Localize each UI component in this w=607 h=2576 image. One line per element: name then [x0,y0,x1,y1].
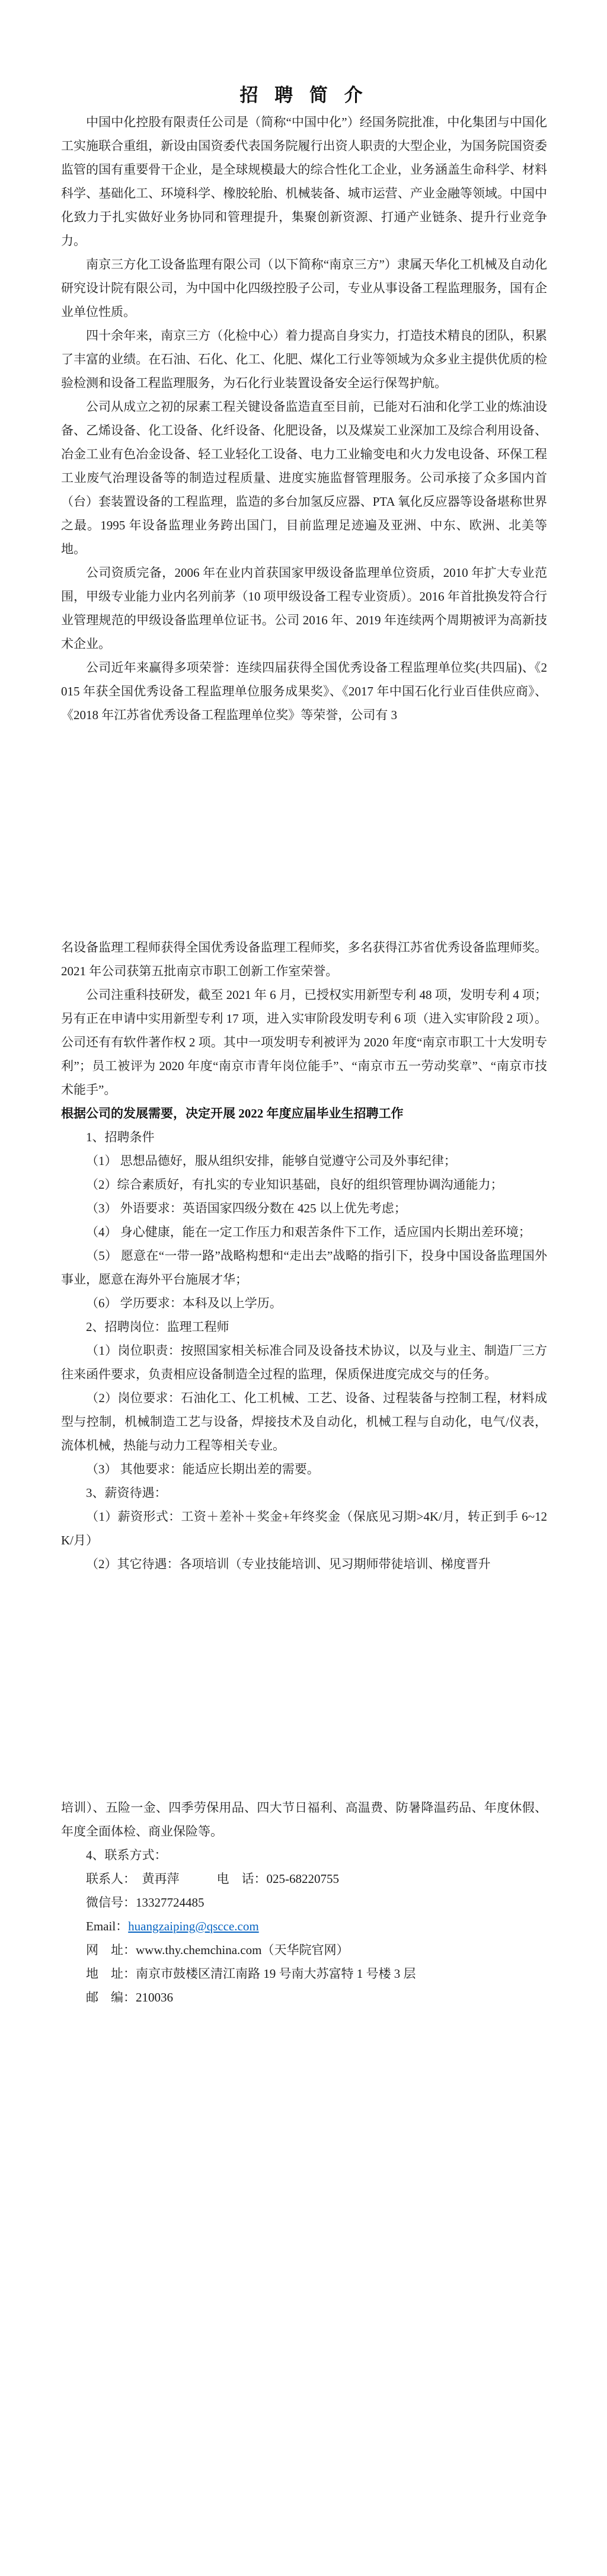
history-paragraph: 四十余年来，南京三方（化检中心）着力提高自身实力，打造技术精良的团队，积累了丰富的业绩。在石油、石化、化工、化肥、煤化工行业等领域为众多业主提供优质的检验检测和设备工程监理服务，为石化行业装置设备安全运行保驾护航。 [61,328,547,390]
conditions-title: 1、招聘条件 [86,1130,155,1144]
position-item-3: （3） 其他要求：能适应长期出差的需要。 [86,1462,320,1476]
condition-item-3: （3） 外语要求：英语国家四级分数在 425 以上优先考虑； [86,1201,407,1215]
condition-item-5: （5） 愿意在“一带一路”战略构想和“走出去”战略的指引下，投身中国设备监理国外事业，愿意在海外平台施展才华； [61,1249,547,1287]
position-item-1: （1）岗位职责：按照国家相关标准合同及设备技术协议，以及与业主、制造厂三方往来函件要求，负责相应设备制造全过程的监理，保质保进度完成交与的任务。 [61,1343,547,1381]
intro-paragraph-sinochem: 中国中化控股有限责任公司是（简称“中国中化”）经国务院批准，中化集团与中国化工实施联合重组，新设由国资委代表国务院履行出资人职责的大型企业，为国务院国资委监管的国有重要骨干企业，是全球规模最大的综合性化工企业，业务涵盖生命科学、材料科学、基础化工、环境科学、橡胶轮胎、机械装备、城市运营、产业金融等领域。中国中化致力于扎实做好业务协同和管理提升，集聚创新资源、打通产业链条、提升行业竞争力。 [61,115,547,248]
rd-patents-paragraph: 公司注重科技研发，截至 2021 年 6 月，已授权实用新型专利 48 项，发明专利 4 项；另有正在申请中实用新型专利 17 项，进入实审阶段发明专利 6 项（进入实审阶段 2 项）。公司还有有软件著作权 2 项。其中一项发明专利被评为 2020 年度“南京市职工十大发明专利”；员工被评为 2020 年度“南京市青年岗位能手”、“南京市五一劳动奖章”、“南京市技术能手”。 [61,988,547,1097]
contact-postcode: 邮 编：210036 [86,1990,173,2004]
page-2 [61,936,547,1576]
position-item-2: （2）岗位要求：石油化工、化工机械、工艺、设备、过程装备与控制工程，材料成型与控制，机械制造工艺与设备，焊接技术及自动化，机械工程与自动化，电气/仪表，流体机械，热能与动力工程等相关专业。 [61,1391,547,1453]
page-3 [61,1796,547,2009]
condition-item-6: （6） 学历要求：本科及以上学历。 [86,1296,282,1310]
condition-item-2: （2）综合素质好，有扎实的专业知识基础，良好的组织管理协调沟通能力； [86,1177,503,1192]
condition-item-4: （4） 身心健康，能在一定工作压力和艰苦条件下工作，适应国内长期出差环境； [86,1225,531,1239]
contact-wechat: 微信号：13327724485 [86,1895,205,1910]
document-title: 招 聘 简 介 [239,85,369,106]
business-scope-paragraph: 公司从成立之初的尿素工程关键设备监造直至目前，已能对石油和化学工业的炼油设备、乙烯设备、化工设备、化纤设备、化肥设备，以及煤炭工业深加工及综合利用设备、冶金工业有色冶金设备、轻工业轻化工设备、电力工业输变电和火力发电设备、环保工程工业废气治理设备等的制造过程质量、进度实施监督管理服务。公司承接了众多国内首（台）套装置设备的工程监理，监造的多台加氢反应器、PTA 氧化反应器等设备堪称世界之最。1995 年设备监理业务跨出国门，目前监理足迹遍及亚洲、中东、欧洲、北美等地。 [61,400,547,556]
salary-item-2-part2: 培训）、五险一金、四季劳保用品、四大节日福利、高温费、防暑降温药品、年度休假、年度全面体检、商业保险等。 [61,1801,547,1838]
intro-paragraph-nanjing-sanfang: 南京三方化工设备监理有限公司（以下简称“南京三方”）隶属天华化工机械及自动化研究设计院有限公司，为中国中化四级控股子公司，专业从事设备工程监理服务，国有企业单位性质。 [61,257,547,319]
contact-title: 4、联系方式： [86,1848,167,1862]
honors-paragraph-part2: 名设备监理工程师获得全国优秀设备监理工程师奖，多名获得江苏省优秀设备监理师奖。2021 年公司获第五批南京市职工创新工作室荣誉。 [61,940,547,978]
salary-item-1: （1）薪资形式：工资＋差补＋奖金+年终奖金（保底见习期>4K/月，转正到手 6~12K/月） [61,1509,547,1547]
page-1 [61,81,547,727]
contact-person-phone: 联系人： 黄再萍 电 话：025-68220755 [86,1872,339,1886]
contact-address: 地 址：南京市鼓楼区清江南路 19 号南大苏富特 1 号楼 3 层 [86,1967,416,1981]
contact-email-line [61,1914,547,1938]
email-link[interactable]: huangzaiping@qscce.com [128,1919,259,1933]
recruitment-section-heading: 根据公司的发展需要，决定开展 2022 年度应届毕业生招聘工作 [61,1106,404,1121]
salary-item-2-part1: （2）其它待遇：各项培训（专业技能培训、见习期师带徒培训、梯度晋升 [86,1557,491,1571]
qualification-paragraph: 公司资质完备，2006 年在业内首获国家甲级设备监理单位资质，2010 年扩大专业范围，甲级专业能力业内名列前茅（10 项甲级设备工程专业资质）。2016 年首批换发符合行业管理规范的甲级设备监理单位证书。公司 2016 年、2019 年连续两个周期被评为高新技术企业。 [61,566,547,651]
email-label: Email： [86,1919,129,1933]
honors-paragraph-part1: 公司近年来赢得多项荣誉：连续四届获得全国优秀设备工程监理单位奖(共四届)、《2015 年获全国优秀设备工程监理单位服务成果奖》、《2017 年中国石化行业百佳供应商》、《2018 年江苏省优秀设备工程监理单位奖》等荣誉，公司有 3 [61,660,547,722]
condition-item-1: （1） 思想品德好，服从组织安排，能够自觉遵守公司及外事纪律； [86,1154,456,1168]
position-title: 2、招聘岗位：监理工程师 [86,1320,229,1334]
contact-website: 网 址：www.thy.chemchina.com（天华院官网） [86,1943,349,1957]
salary-title: 3、薪资待遇： [86,1486,167,1500]
